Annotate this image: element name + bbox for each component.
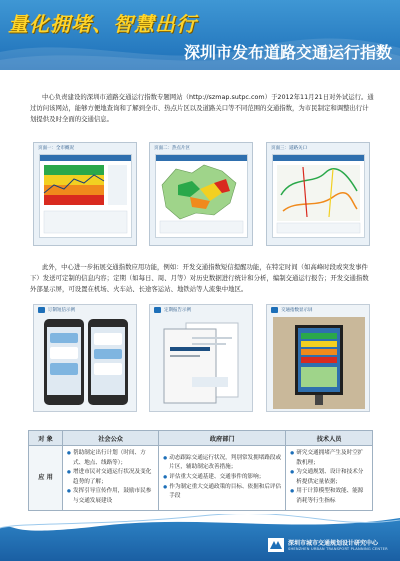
- website-screenshots: [33, 142, 370, 247]
- list-item: ● 动态跟踪交通运行状况，判别常发拥堵路段或片区，辅助制定改善措施；: [163, 454, 281, 473]
- page-header: [0, 0, 400, 70]
- header-technical: 技术人员: [286, 431, 373, 446]
- index-band-chart: [40, 155, 131, 237]
- page-title: 深圳市发布道路交通运行指数: [183, 43, 392, 62]
- screenshot-caption: 页面一：全市概况: [38, 146, 74, 151]
- list-item: ● 增进市民对交通运行状况及变化趋势的了解；: [67, 468, 154, 487]
- app-caption: 订制短信示例: [48, 308, 75, 313]
- government-cell: [159, 446, 286, 511]
- list-item: ● 研究交通拥堵产生及时空扩散机理；: [290, 449, 368, 468]
- technical-cell: [286, 446, 373, 511]
- index-chart-thumbnail: [39, 154, 132, 238]
- app-caption: 定期报告示例: [164, 308, 191, 313]
- list-item: ● 作为制定重大交通政策的目标、依据和后评估手段: [163, 483, 281, 502]
- app-caption: 交通指数显示屏: [281, 308, 313, 313]
- organization-name-cn: 深圳市城市交通规划设计研究中心: [288, 540, 379, 547]
- organization-name-en: SHENZHEN URBAN TRANSPORT PLANNING CENTER: [288, 547, 388, 551]
- display-icon: [271, 307, 278, 313]
- list-item: ● 用于计算模型和效能、能源消耗等行生指标: [290, 487, 368, 506]
- header-government: 政府部门: [159, 431, 286, 446]
- footer-wave-decoration: [0, 514, 400, 534]
- screenshot-road-gates: [266, 142, 370, 246]
- list-item: ● 发挥引导宣传作用，鼓励市民参与交通发展建设: [67, 487, 154, 506]
- sms-example: [33, 304, 137, 412]
- public-cell: [63, 446, 159, 511]
- organization-logo-icon: [268, 538, 284, 552]
- header-slogan: 量化拥堵、智慧出行: [8, 12, 197, 36]
- list-item: ● 帮助制定出行计划（时间、方式、地点、线路等）；: [67, 449, 154, 468]
- screenshot-city-overview: [33, 142, 137, 246]
- intro-paragraph: 中心负责建设的深圳市道路交通运行指数专题网站（http://szmap.sutpc.com）于2012年11月21日对外试运行。通过访问该网站，能够方便地查询和了解到全市、热点片区以及道路关口等不同范围的交通指数，为市民制定和调整出行计划提供及时全面的交通信息。: [30, 93, 374, 123]
- list-item: ● 为交通规划、设计和技术分析提供定量依据；: [290, 468, 368, 487]
- zone-map: [156, 155, 247, 237]
- row-label-application: 应 用: [29, 446, 63, 511]
- road-map: [273, 155, 364, 237]
- list-item: ● 评估重大交通基建、交通事件的影响；: [163, 473, 281, 483]
- extended-functions-paragraph: 此外，中心进一步拓展交通指数应用功能，例如：开发交通指数短信提醒功能，在特定时间（如高峰时段或突发事件下）发送可定制的信息内容；定期（如每日、周、月等）对历史数据进行统计和分析，编制交通运行报告；开发交通指数外部显示屏，可设置在机场、火车站、长途客运站、地铁站等人流集中地区。: [30, 263, 369, 293]
- header-object: 对 象: [29, 431, 63, 446]
- report-example: [149, 304, 253, 412]
- report-cover-illustration: [156, 317, 248, 409]
- header-public: 社会公众: [63, 431, 159, 446]
- display-screen-example: [266, 304, 370, 412]
- page-footer: [0, 514, 400, 561]
- application-matrix-table: [28, 430, 373, 511]
- display-screen-illustration: [273, 317, 365, 409]
- screenshot-caption: 页面二：热点片区: [154, 146, 190, 151]
- table-row: [29, 446, 373, 511]
- application-examples: [33, 304, 370, 414]
- report-icon: [154, 307, 161, 313]
- screenshot-caption: 页面三：道路关口: [271, 146, 307, 151]
- sms-icon: [38, 307, 45, 313]
- zone-map-thumbnail: [155, 154, 248, 238]
- screenshot-hot-zones: [149, 142, 253, 246]
- phone-screens-illustration: [42, 317, 130, 409]
- table-header-row: [29, 431, 373, 446]
- road-map-thumbnail: [272, 154, 365, 238]
